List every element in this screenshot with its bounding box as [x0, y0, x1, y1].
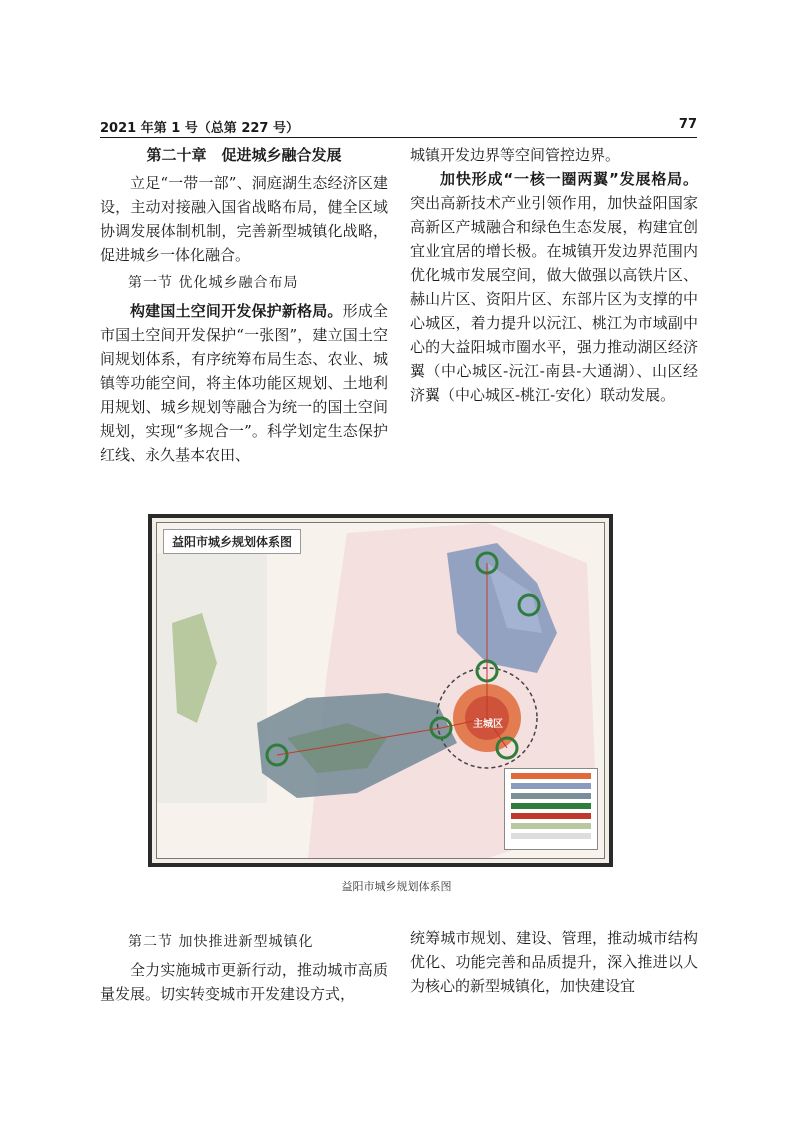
- paragraph-1: [100, 299, 388, 467]
- map-title: 益阳市城乡规划体系图: [163, 529, 301, 554]
- legend-swatch: [511, 773, 591, 779]
- paragraph-1-continued: 城镇开发边界等空间管控边界。: [410, 146, 621, 164]
- legend-swatch: [511, 833, 591, 839]
- paragraph-2-body: 突出高新技术产业引领作用，加快益阳国家高新区产城融合和绿色生态发展，构建宜创宜业宜居的增长极。在城镇开发边界范围内优化城市发展空间，做大做强以高铁片区、赫山片区、资阳片区、东部片区为支撑的中心城区，着力提升以沅江、桃江为市域副中心的大益阳城市圈水平，强力推动湖区经济翼（中心城区-沅江-南县-大通湖）、山区经济翼（中心城区-桃江-安化）联动发展。: [410, 194, 698, 404]
- paragraph-1-lead: 构建国土空间开发保护新格局。: [130, 302, 343, 320]
- paragraph-2-lead: 加快形成“一核一圈两翼”发展格局。: [440, 170, 698, 188]
- map-legend: [504, 768, 598, 850]
- bottom-left-column: [100, 926, 388, 1006]
- map-canvas: [156, 522, 605, 859]
- issue-label: 2021 年第 1 号（总第 227 号）: [100, 121, 299, 136]
- right-column: [410, 143, 698, 407]
- chapter-intro: 立足“一带一部”、洞庭湖生态经济区建设，主动对接融入国省战略布局，健全区域协调发展体制机制，完善新型城镇化战略，促进城乡一体化融合。: [100, 174, 388, 264]
- page-header: [100, 117, 697, 138]
- paragraph-1-body: 形成全市国土空间开发保护“一张图”，建立国土空间规划体系，有序统筹布局生态、农业、城镇等功能空间，将主体功能区规划、土地利用规划、城乡规划等融合为统一的国土空间规划，实现“多规合一”。科学划定生态保护红线、永久基本农田、: [100, 302, 388, 464]
- legend-swatch: [511, 813, 591, 819]
- legend-swatch: [511, 823, 591, 829]
- figure-caption: 益阳市城乡规划体系图: [341, 880, 452, 893]
- paragraph-3-continued: 统筹城市规划、建设、管理，推动城市结构优化、功能完善和品质提升，深入推进以人为核心的新型城镇化，加快建设宜: [410, 929, 698, 995]
- bottom-right-column: [410, 926, 698, 998]
- left-column: [100, 143, 388, 467]
- chapter-title: 第二十章 促进城乡融合发展: [146, 146, 342, 164]
- page-number: 77: [678, 117, 697, 132]
- section-title-1: 第一节 优化城乡融合布局: [128, 275, 299, 291]
- legend-swatch: [511, 783, 591, 789]
- legend-swatch: [511, 803, 591, 809]
- planning-map-figure: [148, 514, 613, 867]
- paragraph-2: [410, 167, 698, 407]
- urban-core-label: 主城区: [473, 719, 503, 730]
- section-title-2: 第二节 加快推进新型城镇化: [128, 934, 314, 950]
- legend-swatch: [511, 793, 591, 799]
- paragraph-3: 全力实施城市更新行动，推动城市高质量发展。切实转变城市开发建设方式，: [100, 961, 388, 1003]
